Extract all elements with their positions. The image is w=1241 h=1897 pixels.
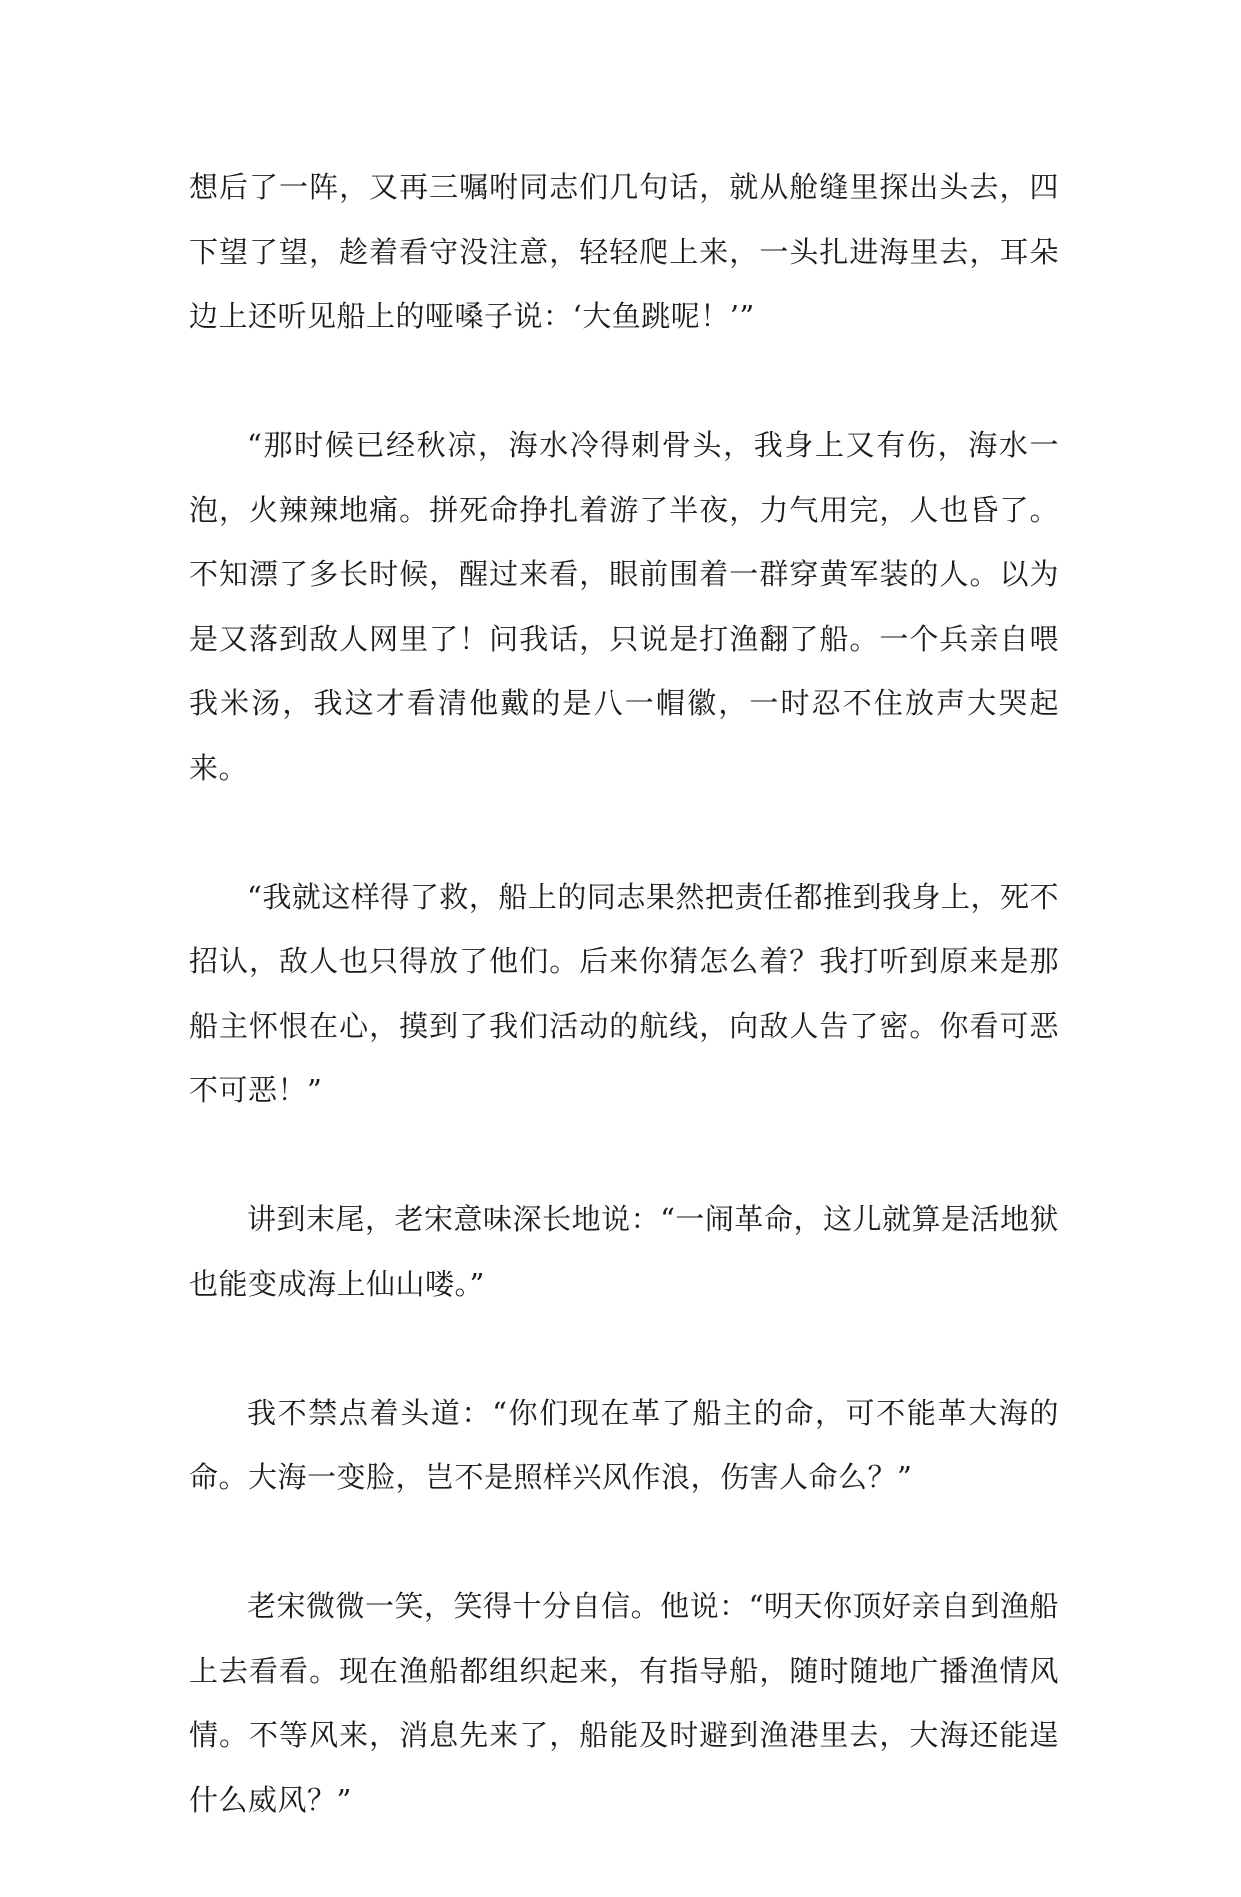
paragraph-3: “我就这样得了救，船上的同志果然把责任都推到我身上，死不招认，敌人也只得放了他们。后来你猜怎么着？我打听到原来是那船主怀恨在心，摸到了我们活动的航线，向敌人告了密。你看可恶不可恶！” — [189, 879, 1059, 1107]
paragraph-4: 讲到末尾，老宋意味深长地说：“一闹革命，这儿就算是活地狱也能变成海上仙山喽。” — [189, 1202, 1059, 1301]
paragraph-5: 我不禁点着头道：“你们现在革了船主的命，可不能革大海的命。大海一变脸，岂不是照样兴风作浪，伤害人命么？” — [189, 1395, 1059, 1494]
paragraph-2: “那时候已经秋凉，海水冷得刺骨头，我身上又有伤，海水一泡，火辣辣地痛。拼死命挣扎着游了半夜，力气用完，人也昏了。不知漂了多长时候，醒过来看，眼前围着一群穿黄军装的人。以为是又落到敌人网里了！问我话，只说是打渔翻了船。一个兵亲自喂我米汤，我这才看清他戴的是八一帽徽，一时忍不住放声大哭起来。 — [189, 428, 1059, 785]
paragraph-1: 想后了一阵，又再三嘱咐同志们几句话，就从舱缝里探出头去，四下望了望，趁着看守没注意，轻轻爬上来，一头扎进海里去，耳朵边上还听见船上的哑嗓子说：‘大鱼跳呢！’” — [189, 170, 1059, 333]
paragraph-6: 老宋微微一笑，笑得十分自信。他说：“明天你顶好亲自到渔船上去看看。现在渔船都组织起来，有指导船，随时随地广播渔情风情。不等风来，消息先来了，船能及时避到渔港里去，大海还能逞什么威风？” — [189, 1589, 1059, 1817]
document-body — [189, 155, 1059, 1897]
